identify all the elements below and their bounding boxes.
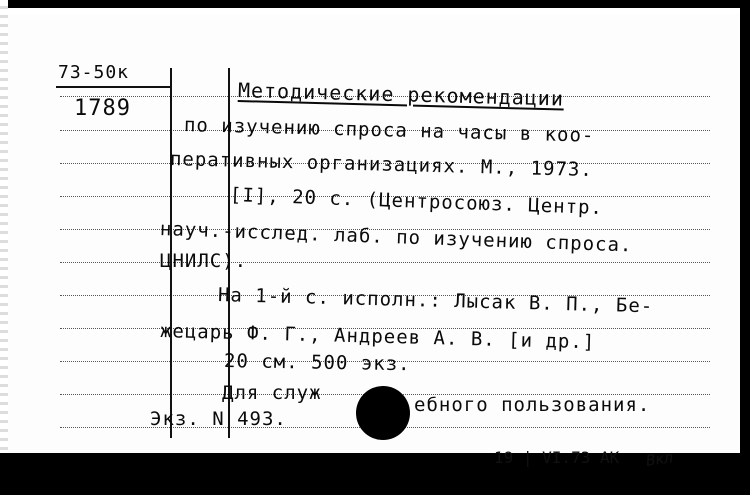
text-line-4: [I], 20 с. (Центросоюз. Центр. bbox=[229, 184, 604, 220]
accession-number: 1789 bbox=[74, 96, 131, 121]
call-number: 73-50к bbox=[58, 62, 130, 83]
call-number-underline bbox=[56, 86, 170, 88]
text-line-5: науч.-исслед. лаб. по изучению спроса. bbox=[159, 218, 633, 257]
text-line-9: 20 см. 500 экз. bbox=[223, 350, 411, 376]
card-right-edge bbox=[740, 0, 750, 495]
text-line-3: перативных организациях. М., 1973. bbox=[169, 148, 594, 182]
title-line: Методические рекомендации bbox=[237, 78, 565, 111]
text-line-6: ЦНИЛС). bbox=[160, 250, 248, 272]
copy-number: Экз. N 493. bbox=[150, 408, 287, 430]
text-line-7: На 1-й с. исполн.: Лысак В. П., Бе- bbox=[217, 284, 654, 318]
initials-stamp: Вкл bbox=[644, 448, 675, 470]
punch-hole bbox=[356, 386, 410, 440]
date-stamp: 19 | VI.73 AK bbox=[494, 448, 620, 467]
text-line-10a: Для служ bbox=[222, 382, 322, 404]
card-top-edge bbox=[0, 0, 750, 14]
card-bottom-edge bbox=[0, 453, 750, 495]
text-line-8: жецарь Ф. Г., Андреев А. В. [и др.] bbox=[159, 320, 596, 354]
ruled-line bbox=[60, 262, 710, 263]
text-line-2: по изучению спроса на часы в коо- bbox=[183, 114, 595, 147]
text-line-10b: ебного пользования. bbox=[414, 394, 651, 416]
card-left-edge bbox=[0, 0, 8, 495]
